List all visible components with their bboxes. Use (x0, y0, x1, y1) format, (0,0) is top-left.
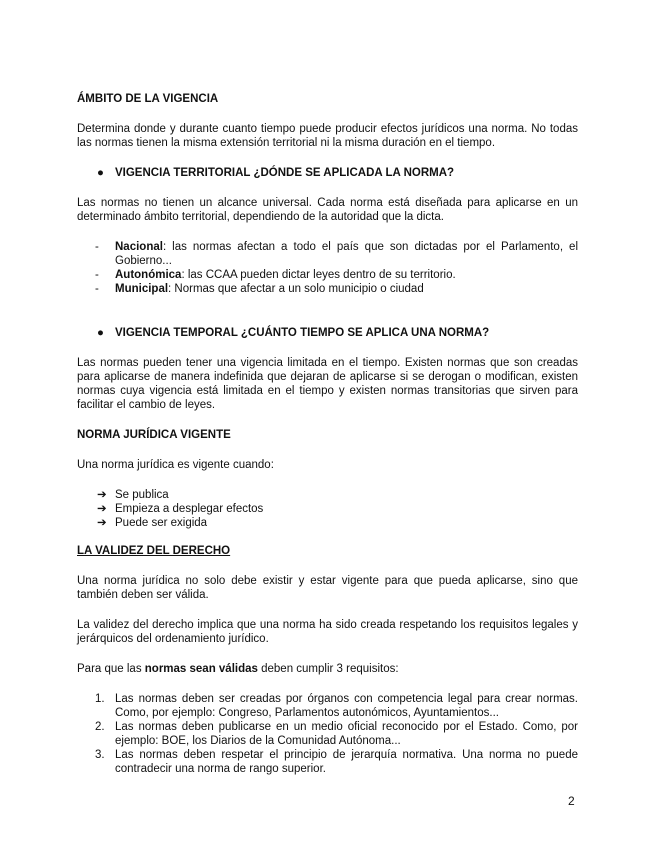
term-desc: : las normas afectan a todo el país que son dictadas por el Parlamento, el Gobierno... (115, 241, 578, 267)
list-item (77, 516, 578, 530)
list-item (77, 692, 578, 720)
bullet-dot-icon: ● (97, 327, 104, 339)
paragraph-validez-2: La validez del derecho implica que una norma ha sido creada respetando los requisitos legales y jerárquicos del ordenamiento jurídico. (77, 619, 578, 645)
paragraph-vigente-intro: Una norma jurídica es vigente cuando: (77, 459, 274, 471)
section-title-validez: LA VALIDEZ DEL DERECHO (77, 545, 231, 557)
term-desc: : las CCAA pueden dictar leyes dentro de su territorio. (181, 269, 456, 281)
list-item (77, 240, 578, 268)
list-item (77, 488, 578, 502)
term-nacional: Nacional (115, 241, 163, 253)
bullet-dot-icon: ● (97, 167, 104, 179)
heading-text: VIGENCIA TEMPORAL ¿CUÁNTO TIEMPO SE APLICA UNA NORMA? (115, 327, 490, 339)
bold-span: normas sean válidas (144, 663, 258, 675)
section-title-ambito: ÁMBITO DE LA VIGENCIA (77, 93, 219, 105)
paragraph-validez-1: Una norma jurídica no solo debe existir y estar vigente para que pueda aplicarse, sino que también deben ser válida. (77, 575, 578, 601)
section-title-vigente: NORMA JURÍDICA VIGENTE (77, 429, 231, 441)
document-page (77, 92, 578, 776)
text-span: deben cumplir 3 requisitos: (257, 663, 399, 675)
dash-marker: - (95, 283, 99, 295)
number-marker: 2. (95, 721, 105, 733)
number-marker: 3. (95, 749, 105, 761)
requirements-list (77, 692, 578, 776)
list-item (77, 268, 578, 282)
list-item-text: Puede ser exigida (115, 517, 208, 529)
arrow-right-icon: ➔ (97, 503, 107, 515)
text-span: Para que las (77, 663, 145, 675)
arrow-right-icon: ➔ (97, 489, 107, 501)
list-item-text: Se publica (115, 489, 169, 501)
list-item (77, 282, 578, 296)
list-item (77, 748, 578, 776)
list-item-text: Las normas deben publicarse en un medio oficial reconocido por el Estado. Como, por ejemplo: BOE, los Diarios de la Comunidad Autónoma... (115, 721, 578, 747)
dash-marker: - (95, 241, 99, 253)
term-desc: : Normas que afectar a un solo municipio o ciudad (168, 283, 424, 295)
arrow-right-icon: ➔ (97, 517, 107, 529)
paragraph-territorial: Las normas no tienen un alcance universal. Cada norma está diseñada para aplicarse en un determinado ámbito territorial, dependiendo de la autoridad que la dicta. (77, 197, 578, 223)
term-municipal: Municipal (115, 283, 169, 295)
dash-marker: - (95, 269, 99, 281)
paragraph-temporal: Las normas pueden tener una vigencia limitada en el tiempo. Existen normas que son creadas para aplicarse de manera indefinida que dejaran de aplicarse si se derogan o modifican, existen normas cuya vigencia está limitada en el tiempo y existen normas transitorias que sirven para facilitar el cambio de leyes. (77, 357, 578, 411)
heading-text: VIGENCIA TERRITORIAL ¿DÓNDE SE APLICADA LA NORMA? (115, 167, 455, 179)
list-item-text: Las normas deben respetar el principio de jerarquía normativa. Una norma no puede contradecir una norma de rango superior. (115, 749, 578, 775)
paragraph-validez-3 (77, 662, 578, 676)
list-item-text: Las normas deben ser creadas por órganos con competencia legal para crear normas. Como, por ejemplo: Congreso, Parlamentos autonómicos, Ayuntamientos... (115, 693, 578, 719)
list-item (77, 502, 578, 516)
list-item (77, 720, 578, 748)
territorial-list (77, 240, 578, 296)
heading-vigencia-territorial (77, 166, 578, 180)
number-marker: 1. (95, 693, 105, 705)
heading-vigencia-temporal (77, 326, 578, 340)
term-autonomica: Autonómica (115, 269, 182, 281)
vigente-list (77, 488, 578, 530)
list-item-text: Empieza a desplegar efectos (115, 503, 264, 515)
page-number: 2 (568, 794, 575, 808)
paragraph-ambito: Determina donde y durante cuanto tiempo puede producir efectos jurídicos una norma. No todas las normas tienen la misma extensión territorial ni la misma duración en el tiempo. (77, 123, 578, 149)
